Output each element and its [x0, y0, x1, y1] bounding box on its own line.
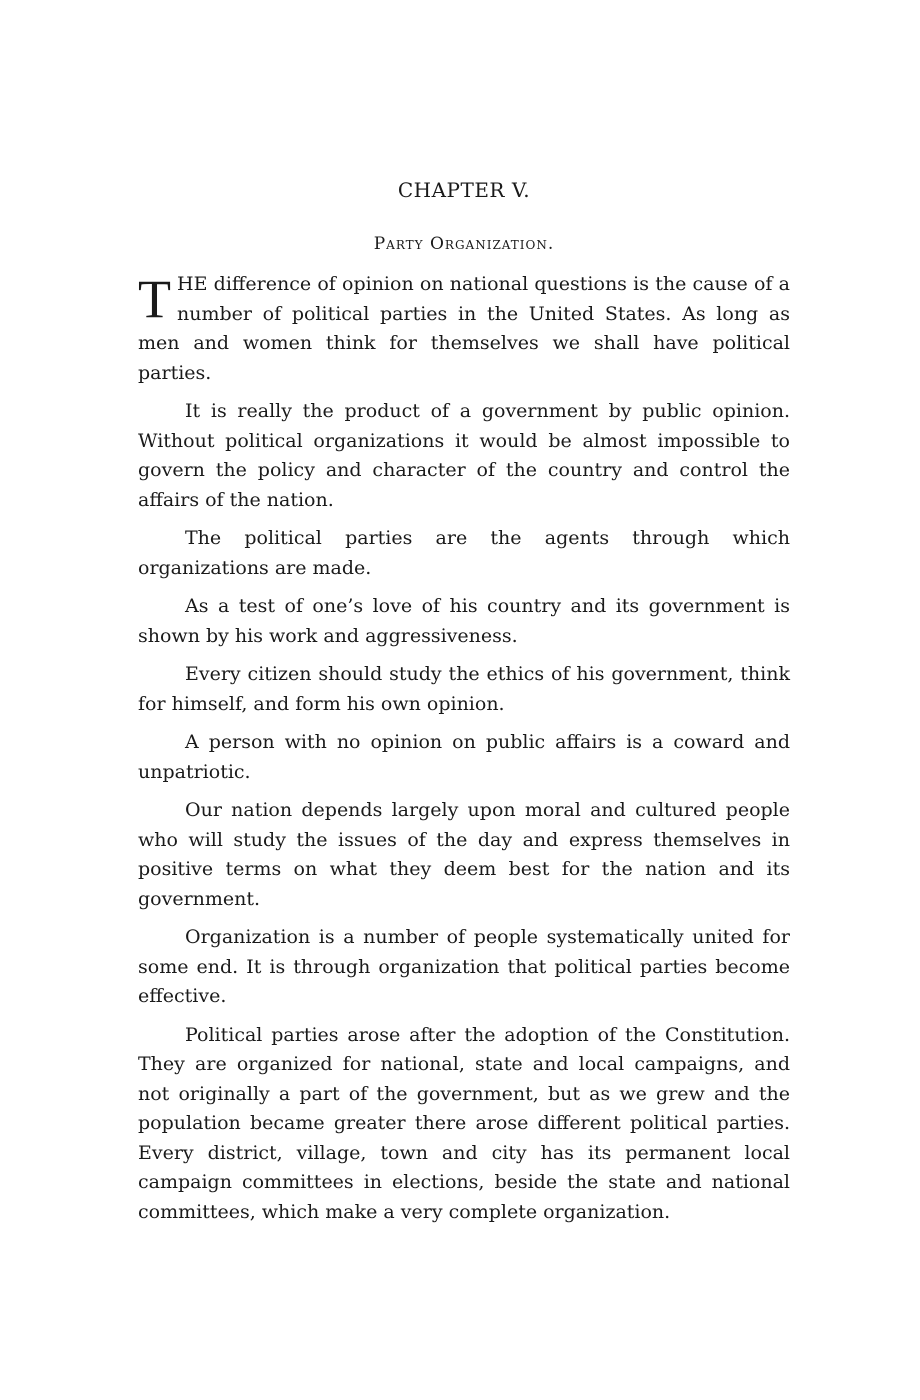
paragraph-9: Political parties arose after the adoption of the Constitution. They are organized for national, state and local campaigns, and not originally a part of the government, but as we grew and the population became greater there arose different political parties. Every district, village, town and city has its permanent local campaign committees in elections, beside the state and national committees, which make a very complete organization.	[138, 1023, 790, 1223]
section-heading: Party Organization.	[373, 234, 555, 254]
paragraph-4: As a test of one’s love of his country and its government is shown by his work and aggressiveness.	[138, 595, 790, 647]
chapter-body	[138, 270, 790, 1236]
paragraph-7: Our nation depends largely upon moral and cultured people who will study the issues of the day and express themselves in positive terms on what they deem best for the nation and its government.	[138, 799, 790, 910]
paragraph-3: The political parties are the agents through which organizations are made.	[138, 527, 790, 579]
book-page	[138, 0, 790, 1400]
paragraph-8: Organization is a number of people systematically united for some end. It is through organization that political parties become effective.	[138, 926, 790, 1007]
drop-cap-letter: T	[138, 269, 171, 329]
paragraph-6: A person with no opinion on public affairs is a coward and unpatriotic.	[138, 731, 790, 783]
paragraph-5: Every citizen should study the ethics of his government, think for himself, and form his own opinion.	[138, 663, 790, 715]
paragraph-1-text: HE difference of opinion on national questions is the cause of a number of political parties in the United States. As long as men and women think for themselves we shall have political parties.	[138, 273, 790, 384]
chapter-heading: CHAPTER V.	[397, 178, 531, 202]
paragraph-2: It is really the product of a government by public opinion. Without political organizations it would be almost impossible to govern the policy and character of the country and control the affairs of the nation.	[138, 400, 790, 511]
paragraph-1	[138, 270, 790, 388]
